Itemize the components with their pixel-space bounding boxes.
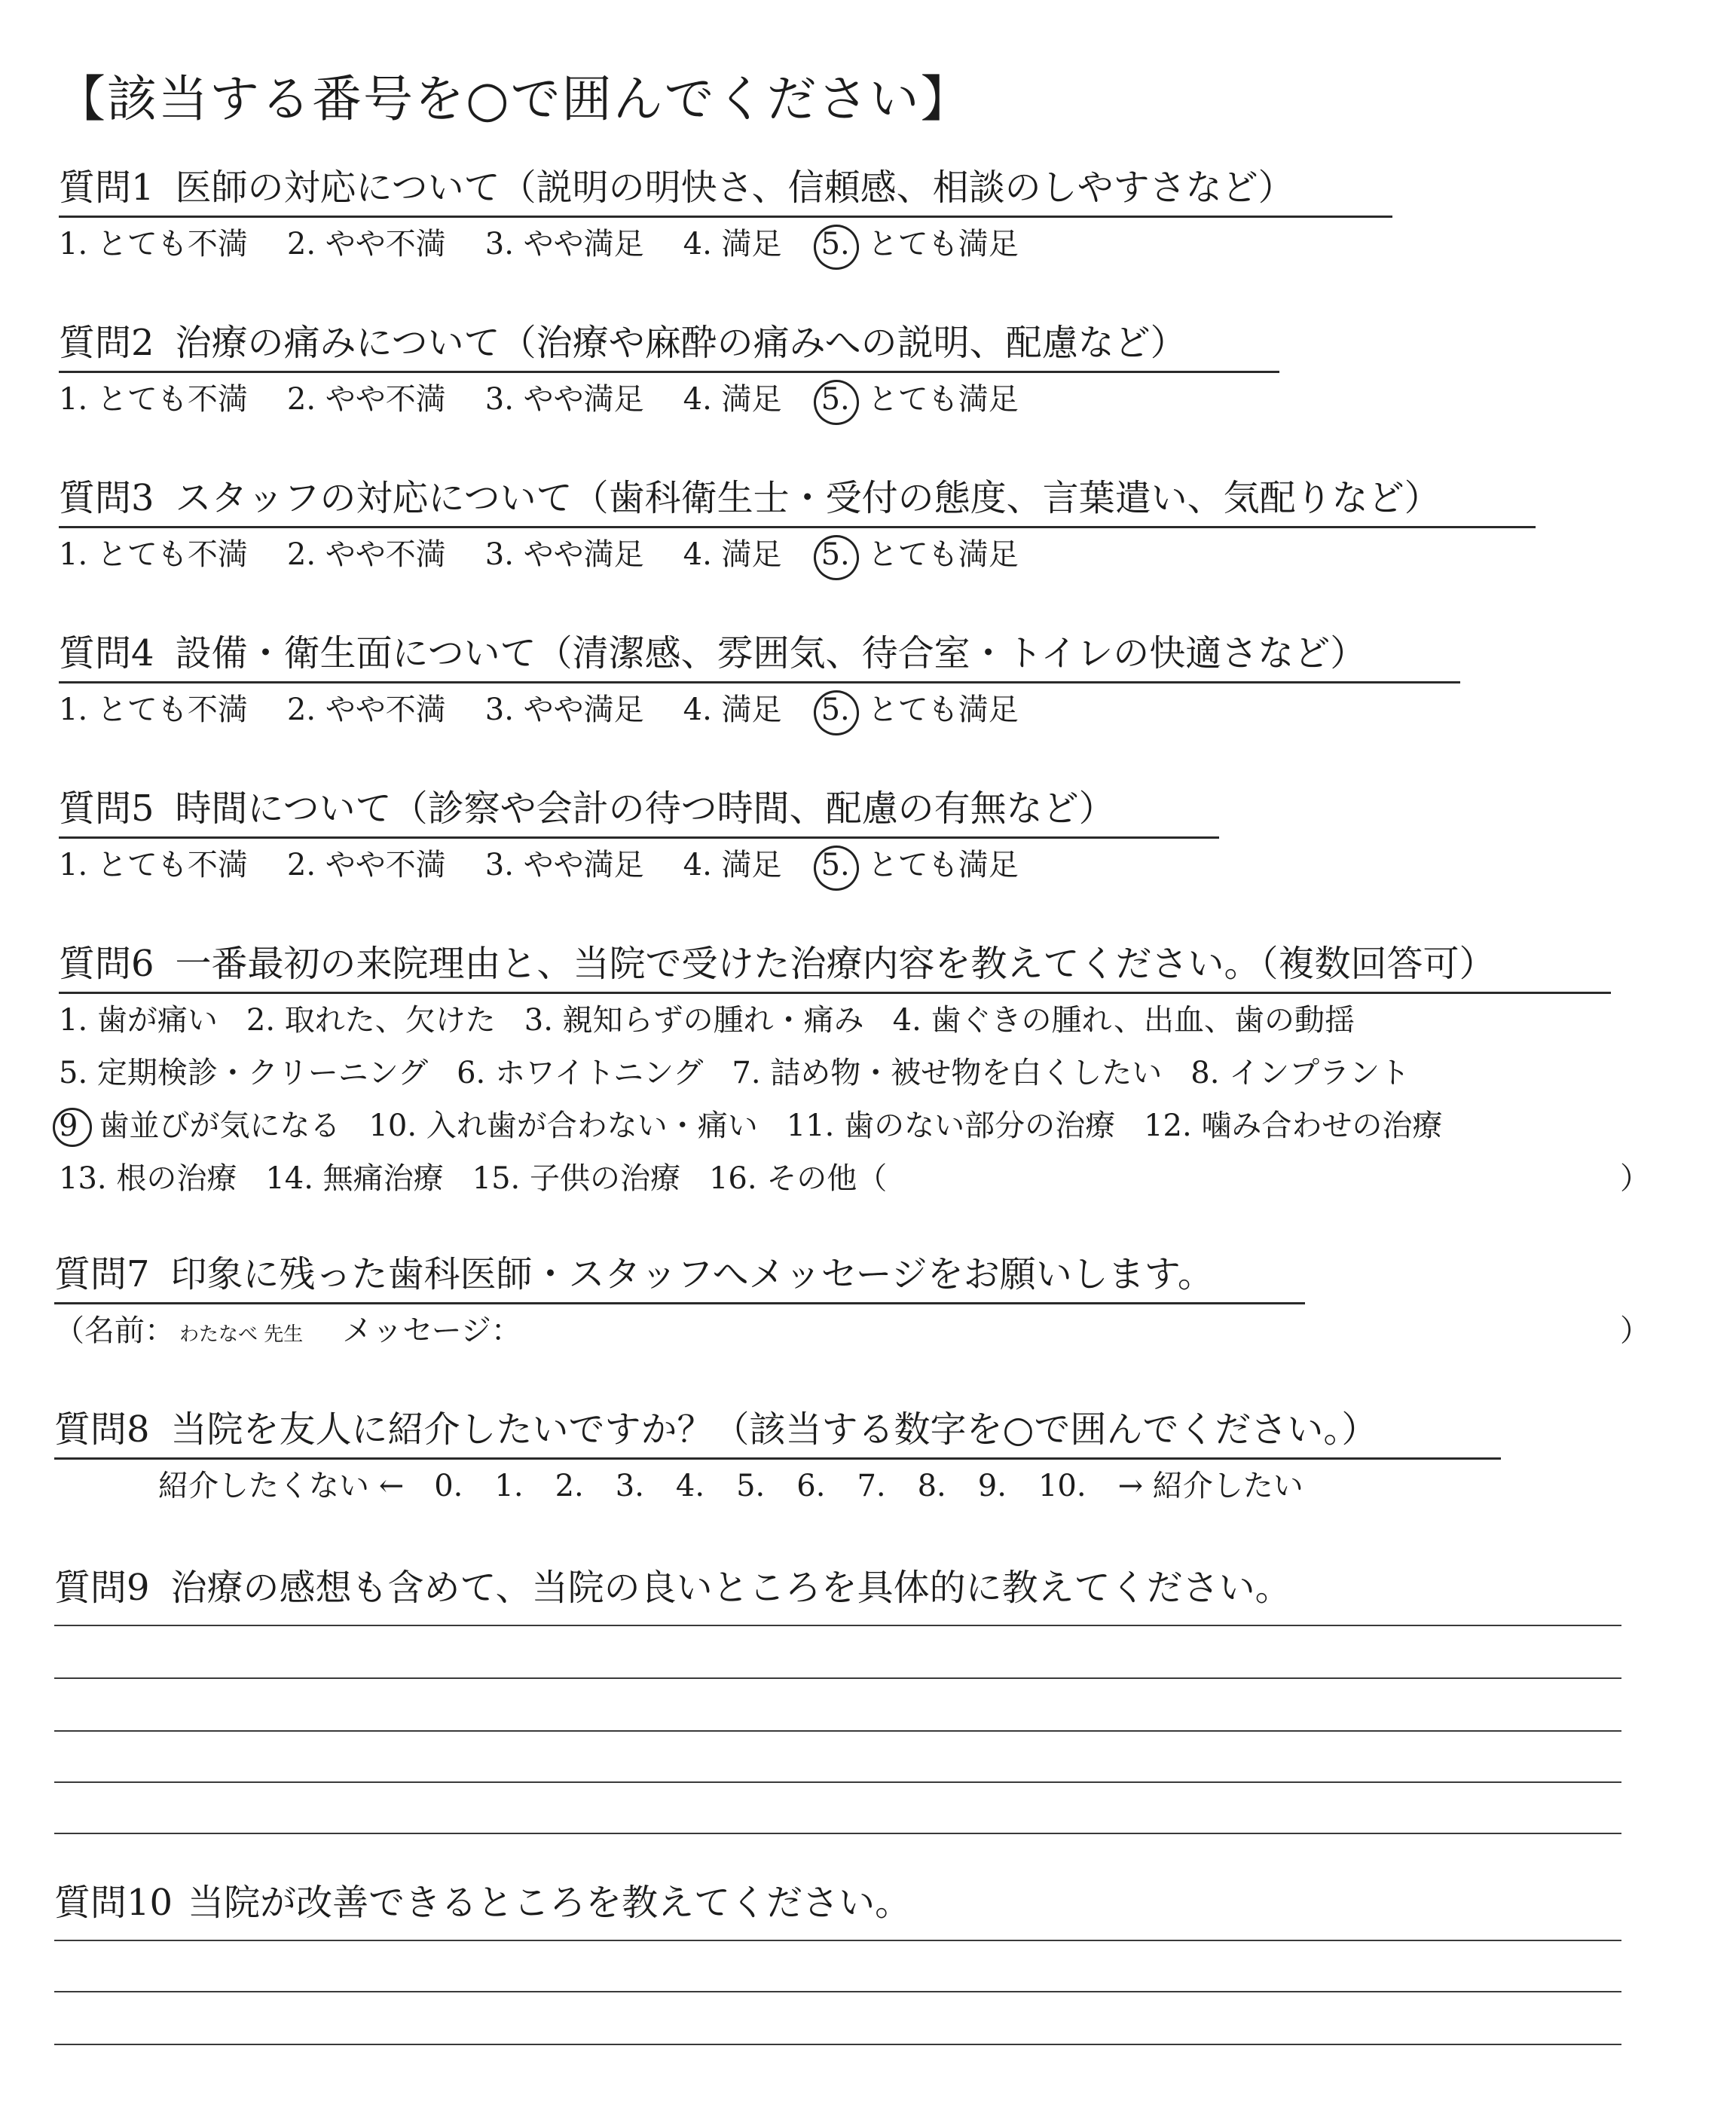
- question-9-heading: [54, 1564, 1291, 1611]
- q5-option-1[interactable]: 1. とても不満: [59, 848, 248, 882]
- q1-option-3[interactable]: 3. やや満足: [484, 227, 644, 261]
- q8-scale: [158, 1465, 1304, 1507]
- question-1-heading: [59, 164, 1392, 218]
- q3-option-5-label: とても満足: [867, 537, 1019, 572]
- q5-option-5-circled[interactable]: 5.: [821, 844, 850, 886]
- q7-close-paren: ）: [1620, 1313, 1650, 1348]
- q9-answer-line-4[interactable]: [54, 1781, 1621, 1783]
- q6-option-7[interactable]: 7. 詰め物・被せ物を白くしたい: [732, 1056, 1163, 1090]
- q2-option-5-circled[interactable]: 5.: [821, 378, 850, 420]
- question-10-label: 質問10: [54, 1882, 173, 1924]
- question-7-label: 質問7: [54, 1253, 150, 1295]
- question-8-heading: [54, 1406, 1501, 1460]
- question-6-label: 質問6: [59, 943, 154, 985]
- question-2-options: [59, 378, 1019, 420]
- q2-option-3[interactable]: 3. やや満足: [484, 382, 644, 417]
- q6-option-12[interactable]: 12. 噛み合わせの治療: [1144, 1109, 1443, 1143]
- q8-value-7[interactable]: 7.: [857, 1469, 886, 1503]
- q6-option-15[interactable]: 15. 子供の治療: [472, 1161, 680, 1196]
- question-8-label: 質問8: [54, 1408, 150, 1451]
- q8-value-8[interactable]: 8.: [917, 1469, 946, 1503]
- q6-option-6[interactable]: 6. ホワイトニング: [457, 1056, 704, 1090]
- q5-option-5-label: とても満足: [867, 848, 1019, 882]
- q1-option-1[interactable]: 1. とても不満: [59, 227, 248, 261]
- q6-option-3[interactable]: 3. 親知らずの腫れ・痛み: [524, 1003, 864, 1038]
- q6-row-2: [59, 1052, 1438, 1094]
- q4-option-2[interactable]: 2. やや不満: [286, 693, 446, 727]
- q1-option-4[interactable]: 4. 満足: [683, 227, 782, 261]
- q9-answer-line-3[interactable]: [54, 1730, 1621, 1732]
- q8-value-2[interactable]: 2.: [555, 1469, 584, 1503]
- q2-option-4[interactable]: 4. 満足: [683, 382, 782, 417]
- q6-option-16[interactable]: 16. その他（: [708, 1161, 888, 1196]
- q8-value-4[interactable]: 4.: [675, 1469, 705, 1503]
- q4-option-5-label: とても満足: [867, 693, 1019, 727]
- q4-option-5-circled[interactable]: 5.: [821, 689, 850, 731]
- q6-row-1: [59, 999, 1383, 1041]
- q6-row-3: [59, 1105, 1471, 1147]
- q6-row-4: [59, 1157, 915, 1200]
- question-9-text: 治療の感想も含めて、当院の良いところを具体的に教えてください。: [170, 1567, 1291, 1609]
- q6-other-close-paren: ）: [1620, 1161, 1650, 1196]
- q4-option-1[interactable]: 1. とても不満: [59, 693, 248, 727]
- q6-option-9-label[interactable]: 歯並びが気になる: [99, 1109, 341, 1143]
- q3-option-3[interactable]: 3. やや満足: [484, 537, 644, 572]
- q3-option-5-circled[interactable]: 5.: [821, 534, 850, 576]
- q6-option-11[interactable]: 11. 歯のない部分の治療: [786, 1109, 1116, 1143]
- q10-answer-line-1[interactable]: [54, 1940, 1621, 1941]
- q3-option-1[interactable]: 1. とても不満: [59, 537, 248, 572]
- q9-answer-line-1[interactable]: [54, 1625, 1621, 1626]
- question-1-options: [59, 223, 1019, 265]
- question-3-label: 質問3: [59, 477, 154, 519]
- question-3-heading: [59, 475, 1536, 528]
- q6-option-4[interactable]: 4. 歯ぐきの腫れ、出血、歯の動揺: [892, 1003, 1355, 1038]
- q7-message-label: メッセージ：: [342, 1313, 521, 1348]
- q6-option-14[interactable]: 14. 無痛治療: [265, 1161, 444, 1196]
- q4-option-3[interactable]: 3. やや満足: [484, 693, 644, 727]
- q1-option-5-label: とても満足: [867, 227, 1019, 261]
- question-5-options: [59, 844, 1019, 886]
- question-7-heading: [54, 1251, 1305, 1304]
- q2-option-2[interactable]: 2. やや不満: [286, 382, 446, 417]
- question-4-text: 設備・衛生面について（清潔感、雰囲気、待合室・トイレの快適さなど）: [175, 632, 1367, 674]
- q9-answer-line-2[interactable]: [54, 1677, 1621, 1679]
- q2-option-1[interactable]: 1. とても不満: [59, 382, 248, 417]
- question-2-heading: [59, 320, 1279, 373]
- q8-left-label: 紹介したくない ←: [158, 1469, 405, 1503]
- q3-option-2[interactable]: 2. やや不満: [286, 537, 446, 572]
- question-6-text: 一番最初の来院理由と、当院で受けた治療内容を教えてください。（複数回答可）: [175, 943, 1496, 985]
- q3-option-4[interactable]: 4. 満足: [683, 537, 782, 572]
- page-title: 【該当する番号を○で囲んでください】: [56, 70, 972, 128]
- q6-option-10[interactable]: 10. 入れ歯が合わない・痛い: [368, 1109, 758, 1143]
- q4-option-4[interactable]: 4. 満足: [683, 693, 782, 727]
- q6-option-8[interactable]: 8. インプラント: [1190, 1056, 1410, 1090]
- q8-right-label: → 紹介したい: [1117, 1469, 1304, 1503]
- q7-name-value[interactable]: わたなべ 先生: [179, 1323, 304, 1346]
- question-4-heading: [59, 630, 1460, 683]
- q5-option-4[interactable]: 4. 満足: [683, 848, 782, 882]
- question-6-heading: [59, 940, 1611, 994]
- q6-option-13[interactable]: 13. 根の治療: [59, 1161, 237, 1196]
- q6-option-1[interactable]: 1. 歯が痛い: [59, 1003, 218, 1038]
- q9-answer-line-5[interactable]: [54, 1833, 1621, 1834]
- q8-value-10[interactable]: 10.: [1038, 1469, 1087, 1503]
- question-4-label: 質問4: [59, 632, 154, 674]
- question-5-heading: [59, 785, 1219, 839]
- question-1-text: 医師の対応について（説明の明快さ、信頼感、相談のしやすさなど）: [175, 167, 1294, 209]
- q8-value-5[interactable]: 5.: [736, 1469, 766, 1503]
- q5-option-3[interactable]: 3. やや満足: [484, 848, 644, 882]
- q6-option-5[interactable]: 5. 定期検診・クリーニング: [59, 1056, 429, 1090]
- q2-option-5-label: とても満足: [867, 382, 1019, 417]
- question-5-text: 時間について（診察や会計の待つ時間、配慮の有無など）: [175, 787, 1115, 830]
- question-3-text: スタッフの対応について（歯科衛生士・受付の態度、言葉遣い、気配りなど）: [175, 477, 1441, 519]
- q7-name-label: （名前：: [54, 1313, 175, 1348]
- q5-option-2[interactable]: 2. やや不満: [286, 848, 446, 882]
- q1-option-2[interactable]: 2. やや不満: [286, 227, 446, 261]
- q1-option-5-circled[interactable]: 5.: [821, 223, 850, 265]
- q6-option-2[interactable]: 2. 取れた、欠けた: [246, 1003, 496, 1038]
- question-2-label: 質問2: [59, 322, 154, 364]
- question-1-label: 質問1: [59, 167, 154, 209]
- q8-value-9[interactable]: 9.: [977, 1469, 1007, 1503]
- q6-option-9-circled[interactable]: 9: [59, 1105, 78, 1147]
- q8-value-1[interactable]: 1.: [494, 1469, 524, 1503]
- q10-answer-line-2[interactable]: [54, 1991, 1621, 1992]
- question-7-text: 印象に残った歯科医師・スタッフへメッセージをお願いします。: [170, 1253, 1214, 1295]
- question-10-heading: [54, 1879, 911, 1926]
- question-8-text: 当院を友人に紹介したいですか？（該当する数字を○で囲んでください。）: [170, 1408, 1378, 1451]
- question-10-text: 当院が改善できるところを教えてください。: [188, 1882, 912, 1924]
- question-5-label: 質問5: [59, 787, 154, 830]
- q8-value-6[interactable]: 6.: [796, 1469, 826, 1503]
- q8-value-0[interactable]: 0.: [434, 1469, 463, 1503]
- q8-value-3[interactable]: 3.: [615, 1469, 644, 1503]
- question-9-label: 質問9: [54, 1567, 150, 1609]
- q10-answer-line-3[interactable]: [54, 2044, 1621, 2045]
- question-2-text: 治療の痛みについて（治療や麻酔の痛みへの説明、配慮など）: [175, 322, 1187, 364]
- question-3-options: [59, 534, 1019, 576]
- question-4-options: [59, 689, 1019, 731]
- q7-answer-line: [54, 1310, 561, 1356]
